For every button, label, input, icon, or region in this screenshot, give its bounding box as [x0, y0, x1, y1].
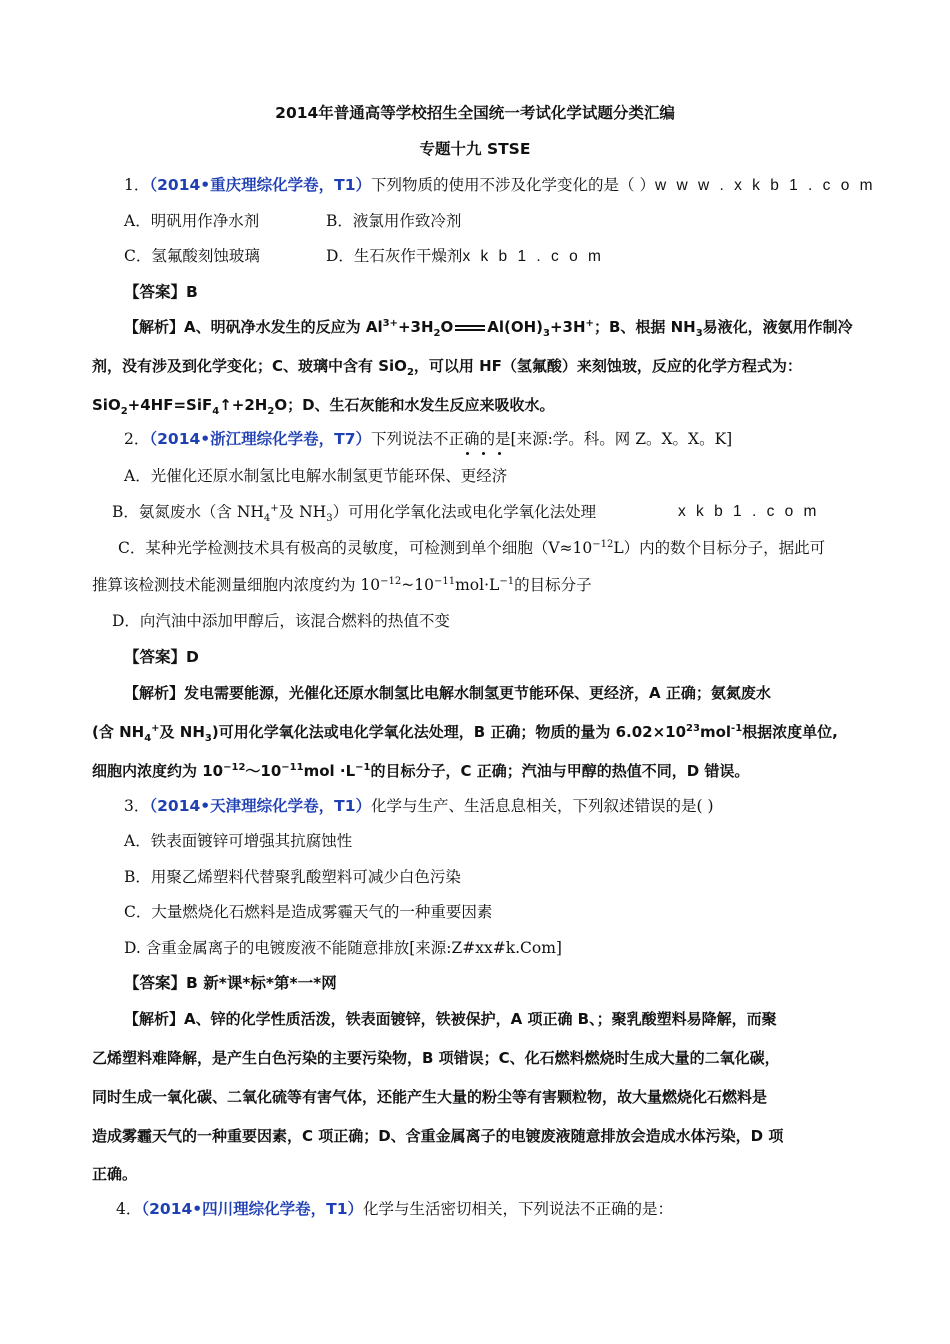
option-c: C．某种光学检测技术具有极高的灵敏度，可检测到单个细胞$(V\approx 10^{-12}L)$内的数个目标分子，据此可: [118, 538, 826, 557]
question-3: [124, 795, 714, 817]
watermark-text: x k b 1 . c o m: [462, 248, 604, 265]
question-source: （2014•浙江理综化学卷，T7）: [149, 430, 372, 448]
answer: 【答案】B: [124, 283, 198, 301]
option-b: B．液氯用作致冷剂: [326, 212, 462, 230]
equilibrium-arrow-icon: [455, 324, 485, 332]
option-d: D．生石灰作干燥剂x k b 1 . c o m: [326, 247, 604, 265]
explanation-line: 正确。: [92, 1165, 138, 1183]
question-stem: 下列说法不正确的是[来源:学。科。网 Z。X。X。K]: [371, 430, 733, 448]
option-c: C．氢氟酸刻蚀玻璃: [124, 247, 260, 265]
question-number: 4．: [116, 1200, 142, 1218]
explanation-line: 同时生成一氧化碳、二氧化硫等有害气体，还能产生大量的粉尘等有害颗粒物，故大量燃烧化石燃料是: [92, 1088, 768, 1106]
question-2: [124, 428, 732, 450]
explanation-line: (含 $NH_4^+$及 $NH_3$)可用化学氧化法或电化学氧化法处理，B 正确；物质的量为 $6.02\times 10^{23}mol^{-1}$根据浓度单位,: [92, 723, 838, 744]
explanation-line: 【解析】A、锌的化学性质活泼，铁表面镀锌，铁被保护，A 项正确 B、；聚乳酸塑料易降解，而聚: [124, 1010, 777, 1028]
question-number: 3．: [124, 797, 150, 815]
explanation-line: 乙烯塑料难降解，是产生白色污染的主要污染物，B 项错误；C、化石燃料燃烧时生成大量的二氧化碳，: [92, 1049, 780, 1067]
question-number: 2．: [124, 430, 150, 448]
question-1: [124, 174, 876, 197]
question-stem: 化学与生活密切相关，下列说法不正确的是：: [363, 1200, 674, 1218]
question-4: [116, 1198, 673, 1220]
option-a: A．铁表面镀锌可增强其抗腐蚀性: [124, 832, 353, 850]
question-stem: 化学与生产、生活息息相关，下列叙述错误的是( ): [371, 797, 714, 815]
explanation-line: 细胞内浓度约为 $10^{-12}\sim 10^{-11}mol \cdot L^{-1}$的目标分子，C 正确；汽油与甲醇的热值不同，D 错误。: [92, 762, 750, 780]
document-subtitle: 专题十九 STSE: [419, 140, 531, 158]
explanation-line: 造成雾霾天气的一种重要因素，C 项正确；D、含重金属离子的电镀废液随意排放会造成水体污染，D 项: [92, 1127, 784, 1145]
option-b: B．氨氮废水（含 $NH_4^+$及 $NH_3$）可用化学氧化法或电化学氧化法处理: [112, 502, 597, 525]
option-a: A．明矾用作净水剂: [124, 212, 260, 230]
question-number: 1．: [124, 176, 150, 194]
explanation-line: 【解析】A、明矾净水发生的反应为 $Al^{3+}+3H_2O$ $Al(OH)_3+3H^+$；B、根据 $NH_3$易液化，液氨用作制冷: [124, 318, 853, 339]
option-d: D. 含重金属离子的电镀废液不能随意排放[来源:Z#xx#k.Com]: [124, 939, 562, 957]
answer: 【答案】D: [124, 648, 199, 666]
explanation-line: 剂，没有涉及到化学变化；C、玻璃中含有 SiO$_2$，可以用 HF（氢氟酸）来刻蚀玻，反应的化学方程式为：: [92, 357, 802, 378]
emphasis-dot-icon: [482, 452, 485, 455]
option-b: B．用聚乙烯塑料代替聚乳酸塑料可减少白色污染: [124, 868, 461, 886]
document-title: 2014年普通高等学校招生全国统一考试化学试题分类汇编: [275, 104, 675, 122]
question-source: （2014•四川理综化学卷，T1）: [141, 1200, 364, 1218]
option-a: A．光催化还原水制氢比电解水制氢更节能环保、更经济: [124, 467, 508, 485]
emphasis-dot-icon: [498, 452, 501, 455]
question-source: （2014•天津理综化学卷，T1）: [149, 797, 372, 815]
watermark-text: w w w . x k b 1 . c o m: [654, 177, 876, 194]
answer: 【答案】B 新*课*标*第*一*网: [124, 974, 337, 992]
emphasis-dot-icon: [466, 452, 469, 455]
question-source: （2014•重庆理综化学卷，T1）: [149, 176, 372, 194]
explanation-line: $SiO_2+4HF=SiF_4↑+2H_2O$；D、生石灰能和水发生反应来吸收水。: [92, 396, 555, 417]
explanation-line: 【解析】发电需要能源，光催化还原水制氢比电解水制氢更节能环保、更经济，A 正确；氨氮废水: [124, 684, 771, 702]
option-c-continued: 推算该检测技术能测量细胞内浓度约为 $10^{-12}\sim 10^{-11}mol\cdot L^{-1}$的目标分子: [92, 575, 592, 594]
option-d: D．向汽油中添加甲醇后，该混合燃料的热值不变: [112, 612, 450, 630]
option-c: C．大量燃烧化石燃料是造成雾霾天气的一种重要因素: [124, 903, 493, 921]
watermark-text: x k b 1 . c o m: [678, 503, 820, 520]
question-stem: 下列物质的使用不涉及化学变化的是（ ）: [371, 176, 655, 194]
